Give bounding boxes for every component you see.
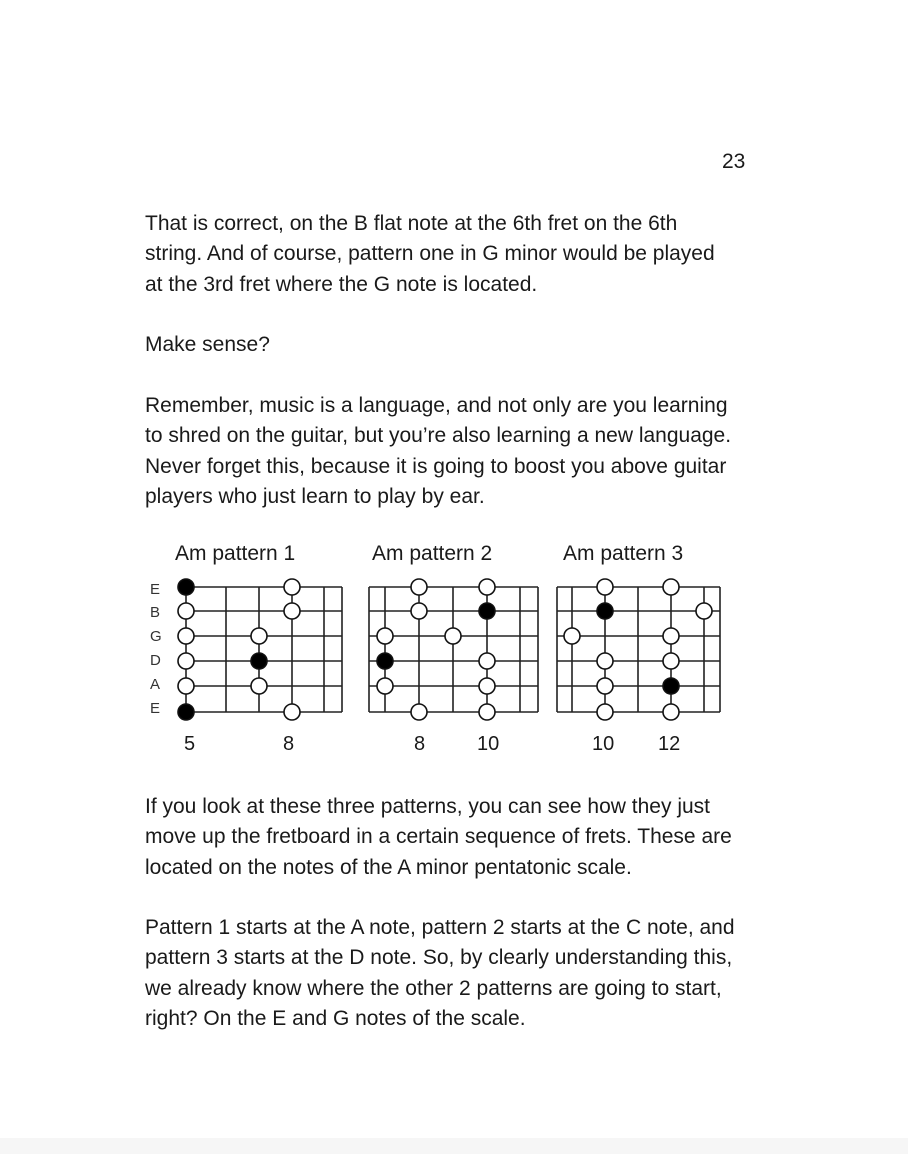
scale-note-dot <box>178 678 194 694</box>
text-line: That is correct, on the B flat note at the 6th fret on the 6th <box>145 212 678 235</box>
text-line: string. And of course, pattern one in G minor would be played <box>145 242 715 266</box>
diagram-title-1: Am pattern 1 <box>175 542 296 565</box>
scale-note-dot <box>663 628 679 644</box>
scale-note-dot <box>597 678 613 694</box>
scale-note-dot <box>597 653 613 669</box>
text-line: at the 3rd fret where the G note is located. <box>145 272 538 296</box>
text-line: If you look at these three patterns, you can see how they just <box>145 795 711 818</box>
fret-number: 10 <box>477 733 500 755</box>
root-note-dot <box>178 579 194 595</box>
fret-number: 12 <box>658 733 681 755</box>
fret-number: 10 <box>592 733 615 755</box>
string-label-a: A <box>150 676 161 693</box>
diagram-title-2: Am pattern 2 <box>372 542 493 565</box>
text-line: right? On the E and G notes of the scale. <box>145 1006 526 1030</box>
text-line: pattern 3 starts at the D note. So, by clearly understanding this, <box>145 946 733 970</box>
scale-note-dot <box>377 628 393 644</box>
string-label-g: G <box>150 628 162 645</box>
scale-note-dot <box>597 579 613 595</box>
text-line: move up the fretboard in a certain sequence of frets. These are <box>145 825 732 849</box>
root-note-dot <box>178 704 194 720</box>
paragraph-4 <box>145 792 785 883</box>
scale-note-dot <box>178 653 194 669</box>
scale-note-dot <box>251 628 267 644</box>
root-note-dot <box>597 603 613 619</box>
text-line: players who just learn to play by ear. <box>145 484 485 508</box>
scale-note-dot <box>445 628 461 644</box>
scale-note-dot <box>663 704 679 720</box>
root-note-dot <box>377 653 393 669</box>
scale-note-dot <box>178 603 194 619</box>
text-line: we already know where the other 2 patterns are going to start, <box>145 976 722 1000</box>
scale-note-dot <box>411 603 427 619</box>
scale-note-dot <box>663 579 679 595</box>
scale-note-dot <box>479 678 495 694</box>
root-note-dot <box>663 678 679 694</box>
page-bottom-edge <box>0 1138 908 1154</box>
scale-note-dot <box>663 653 679 669</box>
text-line: Pattern 1 starts at the A note, pattern 2 starts at the C note, and <box>145 916 735 939</box>
text-line: Never forget this, because it is going to boost you above guitar <box>145 454 727 478</box>
scale-note-dot <box>597 704 613 720</box>
scale-note-dot <box>411 579 427 595</box>
string-label-low-e: E <box>150 700 161 717</box>
scale-note-dot <box>284 603 300 619</box>
text-line: Remember, music is a language, and not only are you learning <box>145 394 728 417</box>
scale-note-dot <box>251 678 267 694</box>
scale-note-dot <box>411 704 427 720</box>
scale-note-dot <box>696 603 712 619</box>
scale-note-dot <box>284 704 300 720</box>
scale-note-dot <box>479 653 495 669</box>
string-label-b: B <box>150 604 161 621</box>
text-line: located on the notes of the A minor pentatonic scale. <box>145 855 632 879</box>
text-line: to shred on the guitar, but you’re also learning a new language. <box>145 424 732 448</box>
fret-number: 5 <box>184 733 196 755</box>
root-note-dot <box>251 653 267 669</box>
scale-note-dot <box>284 579 300 595</box>
fret-number: 8 <box>414 733 426 755</box>
scale-note-dot <box>479 704 495 720</box>
scale-note-dot <box>479 579 495 595</box>
string-label-high-e: E <box>150 581 161 598</box>
paragraph-5 <box>145 913 785 1034</box>
scale-note-dot <box>178 628 194 644</box>
text-line: Make sense? <box>145 333 270 356</box>
string-label-d: D <box>150 652 161 669</box>
scale-note-dot <box>564 628 580 644</box>
page-number: 23 <box>722 150 746 173</box>
fret-number: 8 <box>283 733 295 755</box>
scale-note-dot <box>377 678 393 694</box>
root-note-dot <box>479 603 495 619</box>
diagram-title-3: Am pattern 3 <box>563 542 684 565</box>
